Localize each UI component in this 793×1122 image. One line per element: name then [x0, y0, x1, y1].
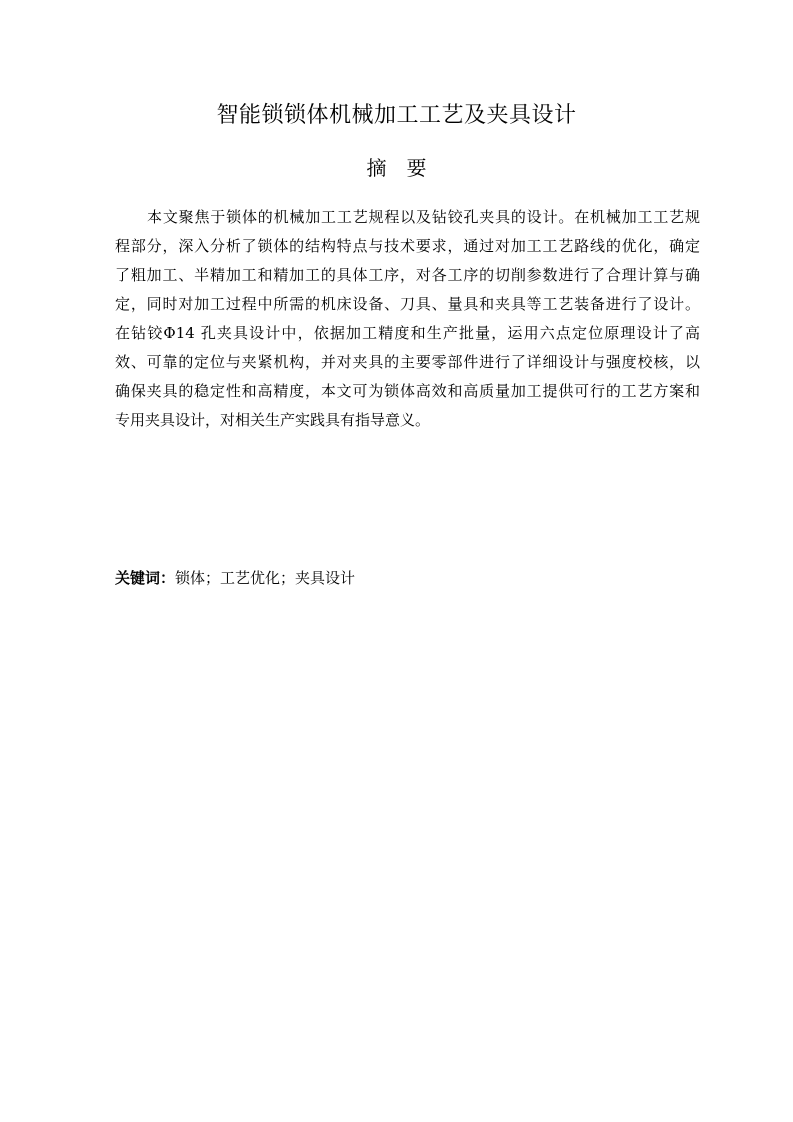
abstract-line: 程部分，深入分析了锁体的结构特点与技术要求，通过对加工工艺路线的优化，确定: [115, 237, 700, 255]
keywords-label: 关键词：: [115, 569, 176, 587]
keywords-line: [115, 565, 355, 591]
keywords-value: 锁体；工艺优化；夹具设计: [175, 569, 356, 587]
abstract-line: 本文聚焦于锁体的机械加工工艺规程以及钻铰孔夹具的设计。在机械加工工艺规: [147, 208, 700, 226]
abstract-line: 定，同时对加工过程中所需的机床设备、刀具、量具和夹具等工艺装备进行了设计。: [115, 295, 700, 313]
document-title: 智能锁锁体机械加工工艺及夹具设计: [216, 103, 577, 128]
abstract-line: 效、可靠的定位与夹紧机构，并对夹具的主要零部件进行了详细设计与强度校核，以: [115, 353, 700, 371]
abstract-line: 专用夹具设计，对相关生产实践具有指导意义。: [115, 411, 431, 429]
abstract-line: 在钻铰Φ14 孔夹具设计中，依据加工精度和生产批量，运用六点定位原理设计了高: [115, 324, 700, 342]
abstract-body: [115, 203, 700, 435]
abstract-heading: 摘 要: [366, 156, 427, 180]
abstract-line: 了粗加工、半精加工和精加工的具体工序，对各工序的切削参数进行了合理计算与确: [115, 266, 700, 284]
abstract-line: 确保夹具的稳定性和高精度，本文可为锁体高效和高质量加工提供可行的工艺方案和: [115, 382, 700, 400]
